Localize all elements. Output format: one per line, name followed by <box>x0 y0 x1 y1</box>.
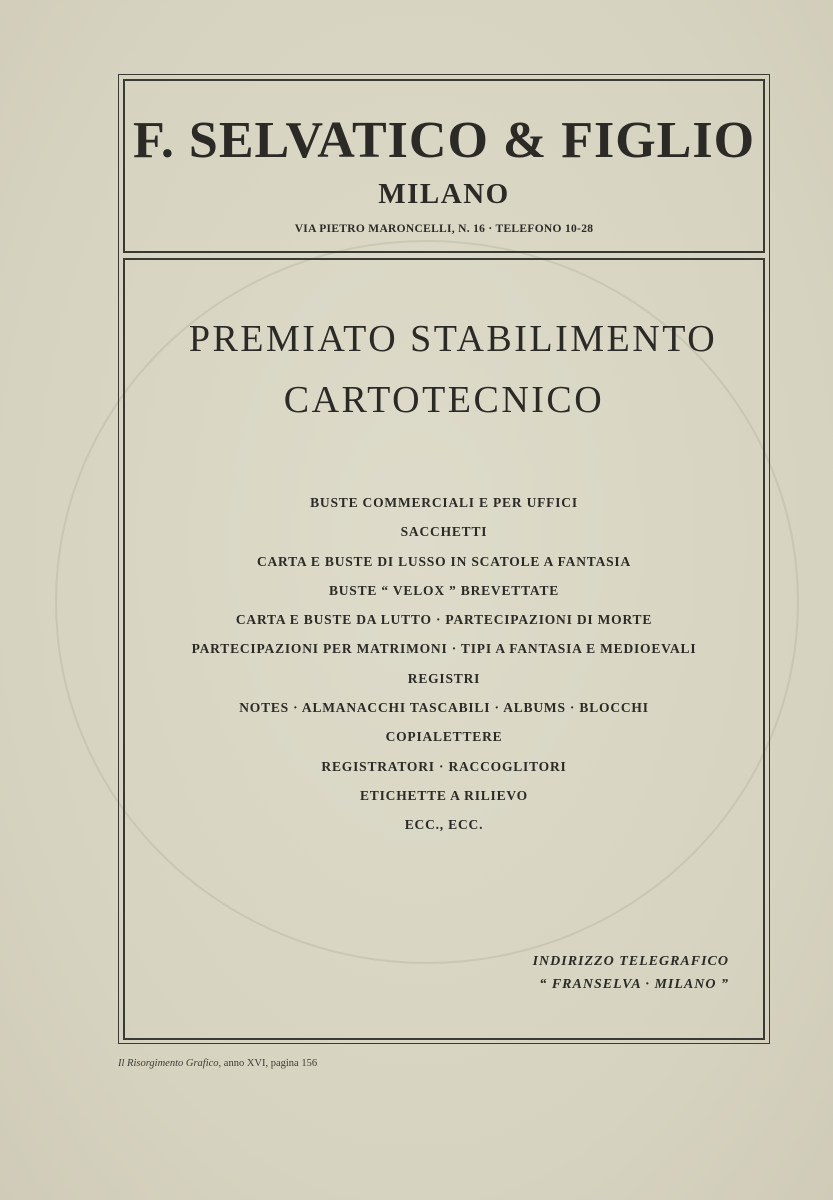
product-item: PARTECIPAZIONI PER MATRIMONI · TIPI A FANTASIA E MEDIOEVALI <box>191 641 697 657</box>
footer-journal: Il Risorgimento Grafico, <box>118 1058 222 1069</box>
footer-details: anno XVI, pagina 156 <box>221 1058 318 1069</box>
page-footer <box>118 1058 317 1069</box>
product-item: BUSTE COMMERCIALI E PER UFFICI <box>310 495 578 510</box>
product-item: REGISTRATORI · RACCOGLITORI <box>321 758 567 774</box>
main-box <box>123 258 765 1040</box>
header-box <box>123 79 765 253</box>
company-city: MILANO <box>378 178 510 210</box>
telegraph-address <box>533 950 729 996</box>
product-item: ECC., ECC. <box>404 817 484 833</box>
product-item: REGISTRI <box>407 670 481 686</box>
product-item: CARTA E BUSTE DA LUTTO · PARTECIPAZIONI DI MORTE <box>235 612 653 628</box>
product-item: SACCHETTI <box>400 524 488 540</box>
product-item: BUSTE “ VELOX ” BREVETTATE <box>328 582 560 598</box>
telegraph-label: INDIRIZZO TELEGRAFICO <box>532 954 729 969</box>
headline-line2: CARTOTECNICO <box>283 379 605 421</box>
telegraph-code: “ FRANSELVA · MILANO ” <box>539 977 729 992</box>
product-item: COPIALETTERE <box>385 729 503 745</box>
product-item: NOTES · ALMANACCHI TASCABILI · ALBUMS · BLOCCHI <box>239 700 649 716</box>
product-list <box>125 488 763 840</box>
headline-line1: PREMIATO STABILIMENTO <box>188 318 718 360</box>
company-name: F. SELVATICO & FIGLIO <box>132 112 756 169</box>
company-address: VIA PIETRO MARONCELLI, N. 16 · TELEFONO 10-28 <box>294 223 594 235</box>
product-item: CARTA E BUSTE DI LUSSO IN SCATOLE A FANTASIA <box>256 553 632 569</box>
product-item: ETICHETTE A RILIEVO <box>360 787 528 803</box>
